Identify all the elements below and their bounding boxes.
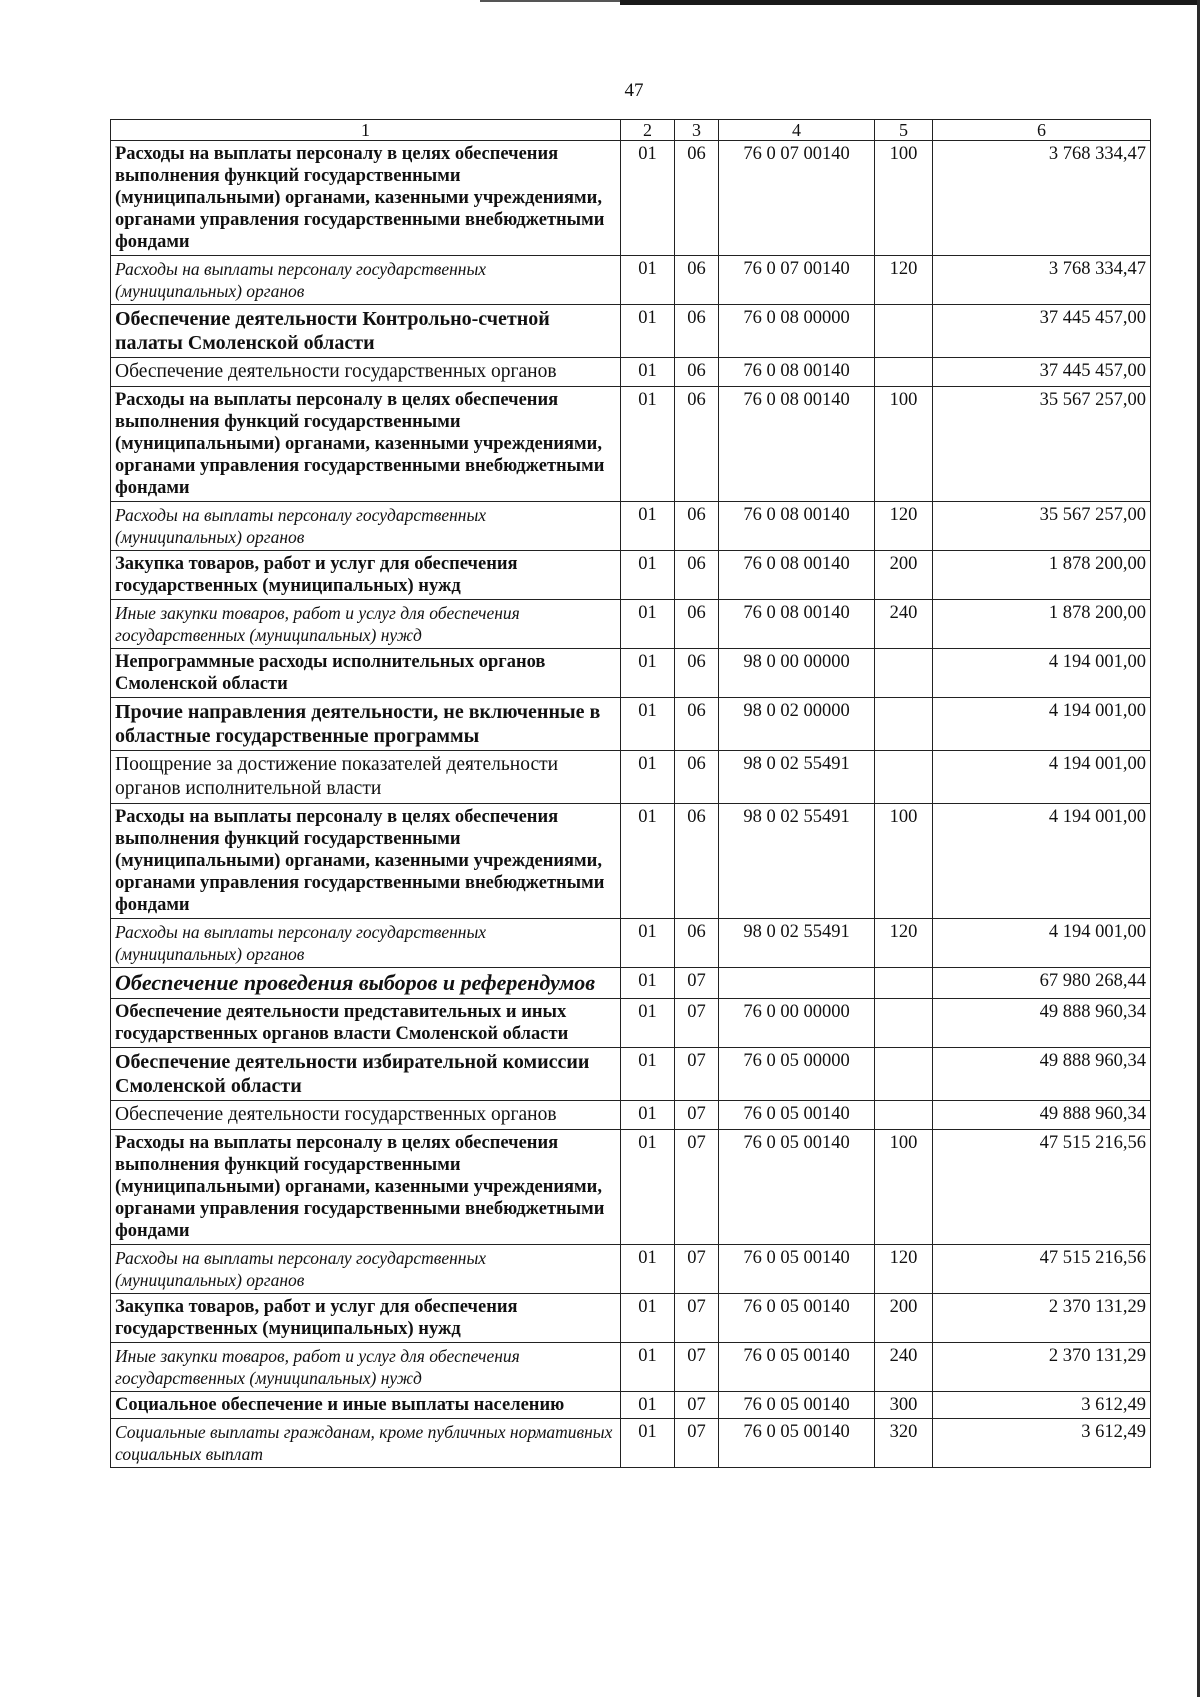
row-section: 01 <box>621 1130 675 1245</box>
row-target-article: 76 0 05 00140 <box>719 1343 875 1392</box>
row-expense-type <box>875 1048 933 1101</box>
row-section: 01 <box>621 999 675 1048</box>
row-subsection: 07 <box>675 1048 719 1101</box>
table-header-row <box>111 120 1151 141</box>
header-col-2: 2 <box>621 120 675 141</box>
row-subsection: 06 <box>675 358 719 387</box>
table-row <box>111 1392 1151 1419</box>
row-section: 01 <box>621 141 675 256</box>
row-name: Расходы на выплаты персоналу в целях обеспечения выполнения функций государственными (муниципальными) органами, казенными учреждениями, органами управления государственными внебюджетными фондами <box>111 804 621 919</box>
row-target-article: 76 0 00 00000 <box>719 999 875 1048</box>
row-name: Обеспечение проведения выборов и референдумов <box>111 968 621 999</box>
row-name: Обеспечение деятельности Контрольно-счетной палаты Смоленской области <box>111 305 621 358</box>
row-name: Социальные выплаты гражданам, кроме публичных нормативных социальных выплат <box>111 1419 621 1468</box>
row-target-article: 76 0 05 00140 <box>719 1130 875 1245</box>
row-amount: 4 194 001,00 <box>933 804 1151 919</box>
row-target-article: 98 0 02 55491 <box>719 804 875 919</box>
table-row <box>111 999 1151 1048</box>
row-name: Обеспечение деятельности избирательной комиссии Смоленской области <box>111 1048 621 1101</box>
row-subsection: 07 <box>675 999 719 1048</box>
row-name: Обеспечение деятельности государственных органов <box>111 358 621 387</box>
row-subsection: 06 <box>675 387 719 502</box>
row-target-article: 76 0 08 00140 <box>719 502 875 551</box>
table-row <box>111 1343 1151 1392</box>
row-expense-type: 120 <box>875 919 933 968</box>
page-number: 47 <box>624 80 644 101</box>
row-section: 01 <box>621 1392 675 1419</box>
row-subsection: 06 <box>675 141 719 256</box>
row-target-article: 76 0 08 00140 <box>719 358 875 387</box>
row-amount: 1 878 200,00 <box>933 551 1151 600</box>
row-subsection: 06 <box>675 551 719 600</box>
row-expense-type: 200 <box>875 551 933 600</box>
row-section: 01 <box>621 600 675 649</box>
row-section: 01 <box>621 256 675 305</box>
row-name: Иные закупки товаров, работ и услуг для обеспечения государственных (муниципальных) нужд <box>111 1343 621 1392</box>
row-expense-type: 100 <box>875 804 933 919</box>
row-amount: 3 612,49 <box>933 1392 1151 1419</box>
table-row <box>111 387 1151 502</box>
row-amount: 2 370 131,29 <box>933 1294 1151 1343</box>
table-row <box>111 551 1151 600</box>
row-section: 01 <box>621 502 675 551</box>
row-section: 01 <box>621 751 675 804</box>
row-amount: 3 612,49 <box>933 1419 1151 1468</box>
row-name: Расходы на выплаты персоналу в целях обеспечения выполнения функций государственными (муниципальными) органами, казенными учреждениями, органами управления государственными внебюджетными фондами <box>111 141 621 256</box>
row-subsection: 07 <box>675 1245 719 1294</box>
table-row <box>111 1419 1151 1468</box>
table-row <box>111 919 1151 968</box>
row-subsection: 06 <box>675 502 719 551</box>
row-subsection: 07 <box>675 1294 719 1343</box>
row-amount: 35 567 257,00 <box>933 387 1151 502</box>
row-subsection: 06 <box>675 600 719 649</box>
table-row <box>111 141 1151 256</box>
row-name: Расходы на выплаты персоналу государственных (муниципальных) органов <box>111 919 621 968</box>
row-expense-type <box>875 751 933 804</box>
row-section: 01 <box>621 305 675 358</box>
row-amount: 37 445 457,00 <box>933 305 1151 358</box>
row-subsection: 06 <box>675 698 719 751</box>
row-amount: 4 194 001,00 <box>933 698 1151 751</box>
row-subsection: 07 <box>675 1130 719 1245</box>
row-subsection: 06 <box>675 256 719 305</box>
row-target-article: 76 0 07 00140 <box>719 141 875 256</box>
row-target-article: 76 0 08 00000 <box>719 305 875 358</box>
row-subsection: 07 <box>675 1101 719 1130</box>
row-expense-type: 320 <box>875 1419 933 1468</box>
table-row <box>111 751 1151 804</box>
row-target-article: 98 0 02 00000 <box>719 698 875 751</box>
table-row <box>111 1130 1151 1245</box>
row-target-article: 76 0 08 00140 <box>719 600 875 649</box>
row-expense-type <box>875 305 933 358</box>
table-row <box>111 804 1151 919</box>
row-expense-type: 100 <box>875 1130 933 1245</box>
row-target-article: 76 0 05 00140 <box>719 1245 875 1294</box>
row-target-article: 76 0 08 00140 <box>719 387 875 502</box>
row-expense-type: 120 <box>875 256 933 305</box>
row-name: Иные закупки товаров, работ и услуг для обеспечения государственных (муниципальных) нужд <box>111 600 621 649</box>
row-expense-type <box>875 1101 933 1130</box>
row-section: 01 <box>621 358 675 387</box>
header-col-5: 5 <box>875 120 933 141</box>
row-amount: 35 567 257,00 <box>933 502 1151 551</box>
row-section: 01 <box>621 387 675 502</box>
row-expense-type <box>875 698 933 751</box>
table-row <box>111 1048 1151 1101</box>
table-row <box>111 256 1151 305</box>
row-target-article: 76 0 05 00140 <box>719 1419 875 1468</box>
table-body <box>111 120 1151 1468</box>
row-subsection: 06 <box>675 804 719 919</box>
row-section: 01 <box>621 968 675 999</box>
scan-edge-top <box>620 0 1200 5</box>
row-target-article: 76 0 07 00140 <box>719 256 875 305</box>
row-name: Социальное обеспечение и иные выплаты населению <box>111 1392 621 1419</box>
row-section: 01 <box>621 551 675 600</box>
row-expense-type: 120 <box>875 1245 933 1294</box>
row-name: Обеспечение деятельности представительных и иных государственных органов власти Смоленской области <box>111 999 621 1048</box>
row-amount: 4 194 001,00 <box>933 919 1151 968</box>
row-section: 01 <box>621 919 675 968</box>
row-amount: 1 878 200,00 <box>933 600 1151 649</box>
row-amount: 67 980 268,44 <box>933 968 1151 999</box>
row-section: 01 <box>621 1419 675 1468</box>
row-expense-type <box>875 999 933 1048</box>
row-expense-type: 100 <box>875 141 933 256</box>
header-col-3: 3 <box>675 120 719 141</box>
row-name: Расходы на выплаты персоналу в целях обеспечения выполнения функций государственными (муниципальными) органами, казенными учреждениями, органами управления государственными внебюджетными фондами <box>111 1130 621 1245</box>
table-row <box>111 1245 1151 1294</box>
row-name: Закупка товаров, работ и услуг для обеспечения государственных (муниципальных) нужд <box>111 1294 621 1343</box>
table-row <box>111 305 1151 358</box>
table-row <box>111 698 1151 751</box>
row-section: 01 <box>621 649 675 698</box>
row-expense-type: 240 <box>875 600 933 649</box>
row-section: 01 <box>621 1294 675 1343</box>
row-expense-type <box>875 358 933 387</box>
row-target-article: 76 0 05 00140 <box>719 1392 875 1419</box>
row-section: 01 <box>621 1245 675 1294</box>
row-name: Обеспечение деятельности государственных органов <box>111 1101 621 1130</box>
row-target-article <box>719 968 875 999</box>
row-subsection: 06 <box>675 305 719 358</box>
row-name: Поощрение за достижение показателей деятельности органов исполнительной власти <box>111 751 621 804</box>
row-expense-type: 300 <box>875 1392 933 1419</box>
row-subsection: 07 <box>675 968 719 999</box>
row-section: 01 <box>621 698 675 751</box>
table-row <box>111 600 1151 649</box>
row-amount: 37 445 457,00 <box>933 358 1151 387</box>
row-name: Непрограммные расходы исполнительных органов Смоленской области <box>111 649 621 698</box>
budget-table <box>110 119 1151 1468</box>
row-name: Расходы на выплаты персоналу государственных (муниципальных) органов <box>111 502 621 551</box>
row-subsection: 07 <box>675 1419 719 1468</box>
row-name: Расходы на выплаты персоналу государственных (муниципальных) органов <box>111 1245 621 1294</box>
header-col-4: 4 <box>719 120 875 141</box>
row-amount: 49 888 960,34 <box>933 1101 1151 1130</box>
table-row <box>111 649 1151 698</box>
row-expense-type: 200 <box>875 1294 933 1343</box>
row-section: 01 <box>621 804 675 919</box>
row-amount: 4 194 001,00 <box>933 649 1151 698</box>
header-col-1: 1 <box>111 120 621 141</box>
row-target-article: 76 0 05 00140 <box>719 1294 875 1343</box>
row-amount: 49 888 960,34 <box>933 1048 1151 1101</box>
row-expense-type: 240 <box>875 1343 933 1392</box>
row-target-article: 98 0 00 00000 <box>719 649 875 698</box>
row-name: Закупка товаров, работ и услуг для обеспечения государственных (муниципальных) нужд <box>111 551 621 600</box>
row-name: Прочие направления деятельности, не включенные в областные государственные программы <box>111 698 621 751</box>
row-target-article: 76 0 05 00000 <box>719 1048 875 1101</box>
row-section: 01 <box>621 1101 675 1130</box>
row-target-article: 98 0 02 55491 <box>719 751 875 804</box>
row-name: Расходы на выплаты персоналу в целях обеспечения выполнения функций государственными (муниципальными) органами, казенными учреждениями, органами управления государственными внебюджетными фондами <box>111 387 621 502</box>
row-name: Расходы на выплаты персоналу государственных (муниципальных) органов <box>111 256 621 305</box>
row-target-article: 76 0 05 00140 <box>719 1101 875 1130</box>
scan-edge-top-thin <box>480 0 620 2</box>
row-subsection: 06 <box>675 919 719 968</box>
row-amount: 47 515 216,56 <box>933 1245 1151 1294</box>
row-amount: 4 194 001,00 <box>933 751 1151 804</box>
row-amount: 49 888 960,34 <box>933 999 1151 1048</box>
table-row <box>111 358 1151 387</box>
row-expense-type: 120 <box>875 502 933 551</box>
table-row <box>111 1294 1151 1343</box>
table-row <box>111 968 1151 999</box>
row-target-article: 98 0 02 55491 <box>719 919 875 968</box>
row-expense-type <box>875 968 933 999</box>
row-expense-type <box>875 649 933 698</box>
row-subsection: 06 <box>675 751 719 804</box>
row-section: 01 <box>621 1048 675 1101</box>
row-amount: 3 768 334,47 <box>933 141 1151 256</box>
row-subsection: 07 <box>675 1343 719 1392</box>
row-amount: 2 370 131,29 <box>933 1343 1151 1392</box>
table-row <box>111 1101 1151 1130</box>
row-amount: 47 515 216,56 <box>933 1130 1151 1245</box>
header-col-6: 6 <box>933 120 1151 141</box>
table-row <box>111 502 1151 551</box>
row-target-article: 76 0 08 00140 <box>719 551 875 600</box>
row-expense-type: 100 <box>875 387 933 502</box>
row-section: 01 <box>621 1343 675 1392</box>
row-amount: 3 768 334,47 <box>933 256 1151 305</box>
row-subsection: 07 <box>675 1392 719 1419</box>
row-subsection: 06 <box>675 649 719 698</box>
